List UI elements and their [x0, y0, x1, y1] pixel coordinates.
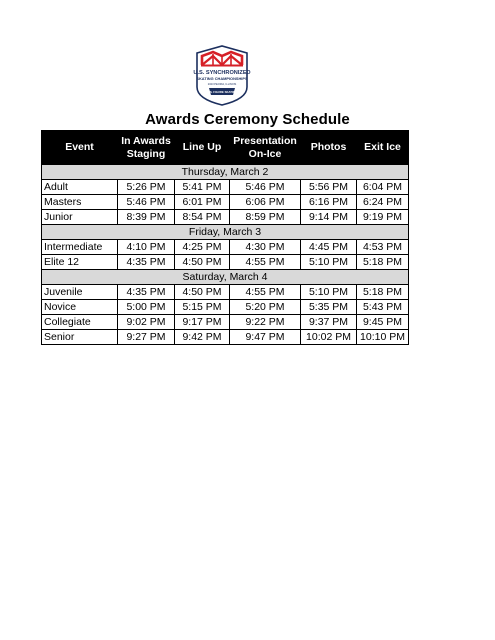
table-row: [42, 330, 409, 345]
staging-time: 5:46 PM: [118, 195, 175, 210]
event-name: Junior: [42, 210, 118, 225]
day-row-saturday: [42, 270, 409, 285]
presentation-time: 4:55 PM: [230, 255, 301, 270]
photos-time: 6:16 PM: [301, 195, 357, 210]
line-up-time: 5:41 PM: [175, 180, 230, 195]
line-up-time: 4:25 PM: [175, 240, 230, 255]
presentation-time: 5:20 PM: [230, 300, 301, 315]
line-up-time: 5:15 PM: [175, 300, 230, 315]
line-up-time: 4:50 PM: [175, 285, 230, 300]
table-row: [42, 285, 409, 300]
event-name: Juvenile: [42, 285, 118, 300]
table-row: [42, 300, 409, 315]
logo-text-line2: SKATING CHAMPIONSHIPS: [196, 76, 248, 81]
photos-time: 5:10 PM: [301, 255, 357, 270]
exit-ice-time: 5:43 PM: [357, 300, 409, 315]
staging-time: 8:39 PM: [118, 210, 175, 225]
day-label: Friday, March 3: [42, 225, 409, 240]
staging-time: 5:26 PM: [118, 180, 175, 195]
staging-time: 4:35 PM: [118, 285, 175, 300]
table-row: [42, 240, 409, 255]
exit-ice-time: 6:24 PM: [357, 195, 409, 210]
presentation-time: 8:59 PM: [230, 210, 301, 225]
table-header-row: [42, 131, 409, 165]
event-name: Adult: [42, 180, 118, 195]
photos-time: 9:14 PM: [301, 210, 357, 225]
page-title: Awards Ceremony Schedule: [145, 111, 350, 128]
photos-time: 10:02 PM: [301, 330, 357, 345]
exit-ice-time: 6:04 PM: [357, 180, 409, 195]
day-row-thursday: [42, 165, 409, 180]
presentation-time: 4:30 PM: [230, 240, 301, 255]
header-in-awards-staging: In Awards Staging: [118, 131, 175, 165]
table-row: [42, 180, 409, 195]
event-name: Novice: [42, 300, 118, 315]
logo-text-line1: U.S. SYNCHRONIZED: [193, 70, 251, 76]
presentation-time: 9:22 PM: [230, 315, 301, 330]
exit-ice-time: 5:18 PM: [357, 255, 409, 270]
event-name: Senior: [42, 330, 118, 345]
header-presentation-on-ice: Presentation On-Ice: [230, 131, 301, 165]
staging-time: 9:02 PM: [118, 315, 175, 330]
day-row-friday: [42, 225, 409, 240]
photos-time: 9:37 PM: [301, 315, 357, 330]
staging-time: 4:35 PM: [118, 255, 175, 270]
line-up-time: 8:54 PM: [175, 210, 230, 225]
presentation-time: 4:55 PM: [230, 285, 301, 300]
logo-badge-text: U.S. FIGURE SKATING: [207, 90, 237, 94]
photos-time: 5:10 PM: [301, 285, 357, 300]
exit-ice-time: 5:18 PM: [357, 285, 409, 300]
staging-time: 5:00 PM: [118, 300, 175, 315]
exit-ice-time: 4:53 PM: [357, 240, 409, 255]
event-name: Masters: [42, 195, 118, 210]
exit-ice-time: 9:19 PM: [357, 210, 409, 225]
event-name: Intermediate: [42, 240, 118, 255]
photos-time: 4:45 PM: [301, 240, 357, 255]
table-row: [42, 210, 409, 225]
championship-logo: [193, 43, 251, 107]
table-row: [42, 315, 409, 330]
logo-text-line3: 2023 PEORIA, ILLINOIS: [207, 83, 237, 86]
header-line-up: Line Up: [175, 131, 230, 165]
awards-schedule-table: [41, 130, 409, 345]
header-exit-ice: Exit Ice: [357, 131, 409, 165]
presentation-time: 9:47 PM: [230, 330, 301, 345]
day-label: Thursday, March 2: [42, 165, 409, 180]
presentation-time: 6:06 PM: [230, 195, 301, 210]
championship-logo-graphic: [193, 43, 251, 107]
presentation-time: 5:46 PM: [230, 180, 301, 195]
event-name: Elite 12: [42, 255, 118, 270]
day-label: Saturday, March 4: [42, 270, 409, 285]
exit-ice-time: 9:45 PM: [357, 315, 409, 330]
photos-time: 5:35 PM: [301, 300, 357, 315]
table-row: [42, 255, 409, 270]
header-photos: Photos: [301, 131, 357, 165]
line-up-time: 6:01 PM: [175, 195, 230, 210]
header-event: Event: [42, 131, 118, 165]
line-up-time: 4:50 PM: [175, 255, 230, 270]
table-row: [42, 195, 409, 210]
exit-ice-time: 10:10 PM: [357, 330, 409, 345]
line-up-time: 9:17 PM: [175, 315, 230, 330]
line-up-time: 9:42 PM: [175, 330, 230, 345]
staging-time: 4:10 PM: [118, 240, 175, 255]
photos-time: 5:56 PM: [301, 180, 357, 195]
staging-time: 9:27 PM: [118, 330, 175, 345]
event-name: Collegiate: [42, 315, 118, 330]
